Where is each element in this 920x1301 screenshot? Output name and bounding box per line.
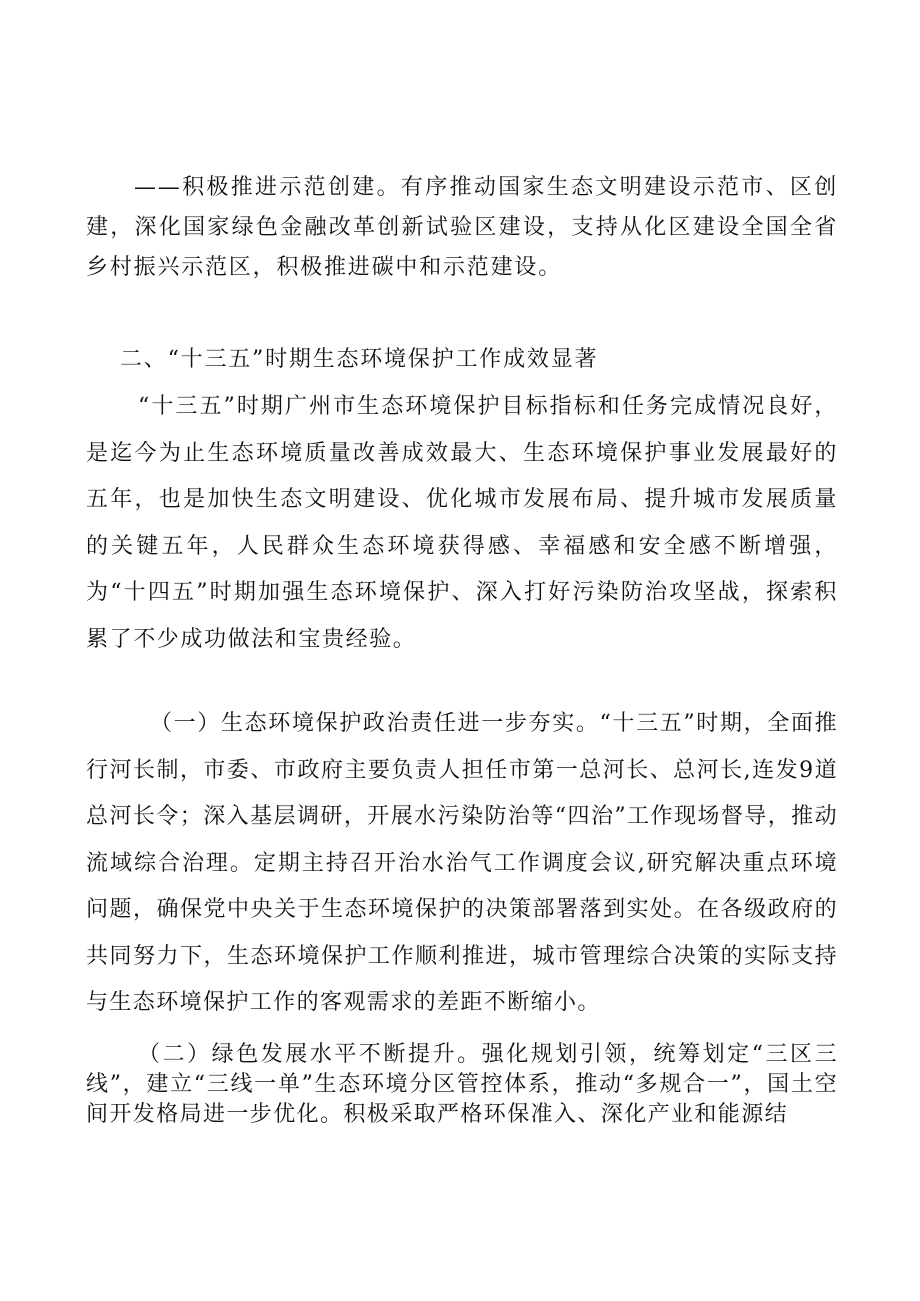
section-heading: 二、“十三五”时期生态环境保护工作成效显著 — [120, 347, 599, 372]
paragraph-green-development: （二）绿色发展水平不断提升。强化规划引领，统筹划定“三区三线”，建立“三线一单”生态环境分区管控体系，推动“多规合一”，国土空间开发格局进一步优化。积极采取严格环保准入、深化产业和能源结 — [86, 1042, 838, 1127]
paragraph-political-responsibility: （一）生态环境保护政治责任进一步夯实。“十三五”时期，全面推行河长制，市委、市政府主要负责人担任市第一总河长、总河长,连发9道总河长令；深入基层调研，开展水污染防治等“四治”工作现场督导，推动流域综合治理。定期主持召开治水治气工作调度会议,研究解决重点环境问题，确保党中央关于生态环境保护的决策部署落到实处。在各级政府的共同努力下，生态环境保护工作顺利推进，城市管理综合决策的实际支持与生态环境保护工作的客观需求的差距不断缩小。 — [86, 711, 838, 1015]
paragraph-overview: “十三五”时期广州市生态环境保护目标指标和任务完成情况良好，是迄今为止生态环境质量改善成效最大、生态环境保护事业发展最好的五年，也是加快生态文明建设、优化城市发展布局、提升城市发展质量的关键五年，人民群众生态环境获得感、幸福感和安全感不断增强，为“十四五”时期加强生态环境保护、深入打好污染防治攻坚战，探索积累了不少成功做法和宝贵经验。 — [86, 394, 838, 652]
paragraph-demonstration-creation: ——积极推进示范创建。有序推动国家生态文明建设示范市、区创建，深化国家绿色金融改革创新试验区建设，支持从化区建设全国全省乡村振兴示范区，积极推进碳中和示范建设。 — [86, 175, 838, 280]
